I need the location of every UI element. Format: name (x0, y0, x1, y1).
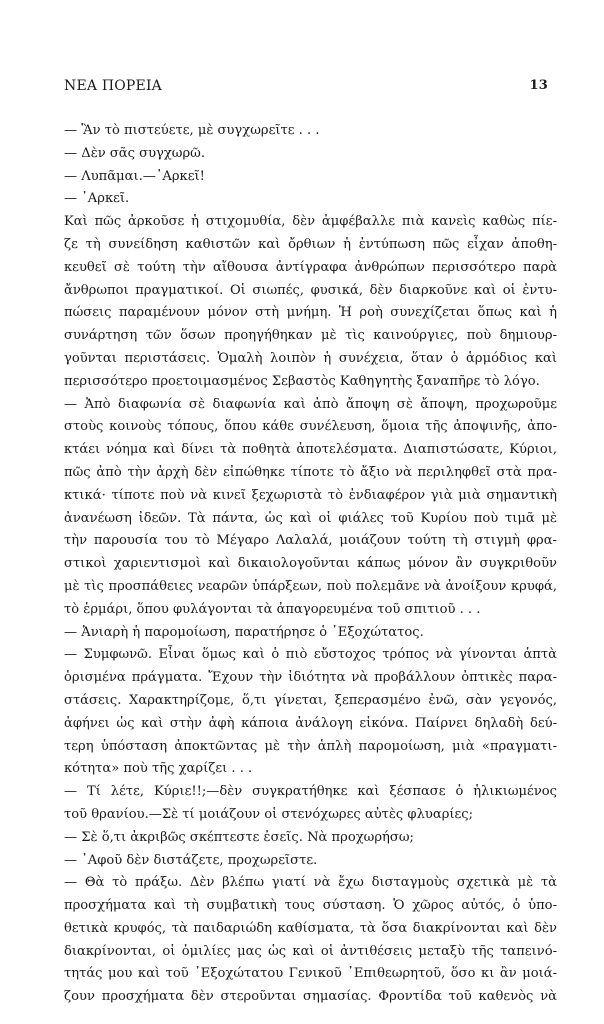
text-line: περισσότερο προετοιμασμένος Σεβαστὸς Καθηγητὴς ξαναπῆρε τὸ λόγο. (64, 373, 540, 389)
text-line: τὸ ἑρμάρι, ὅπου φυλάγονται τὰ ἀπαγορευμένα τοῦ σπιτιοῦ . . . (64, 601, 481, 617)
text-line: θετικὰ κρυφός, τὰ παιδαριώδη καθίσματα, τὰ ὅσα διακρίνονται καὶ δὲν (64, 920, 557, 936)
text-line: μὲ τὶς προσπάθειες νεαρῶν ὑπάρξεων, ποὺ πολεμᾶνε νὰ ἀνοίξουν κρυφά, (64, 578, 557, 594)
text-line: ἀνανέωση ἰδεῶν. Τὰ πάντα, ὡς καὶ οἱ φιάλες τοῦ Κυρίου ποὺ τιμᾶ μὲ (64, 510, 557, 526)
text-line: κτικά· τίποτε ποὺ νὰ κινεῖ ξεχωριστὰ τὸ ἐνδιαφέρον γιὰ μιὰ σημαντικὴ (64, 487, 557, 503)
text-line: κευθεῖ σὲ τούτη τὴν αἴθουσα ἀντίγραφα ἀνθρώπων περισσότερο παρὰ (64, 259, 557, 275)
text-line: προσχήματα καὶ τὴ συμβατικὴ τους σύσταση. Ὁ χῶρος αὐτός, ὁ ὑπο- (64, 898, 557, 914)
text-line: — Θὰ τὸ πράξω. Δὲν βλέπω γιατί νὰ ἔχω δισταγμοὺς σχετικὰ μὲ τὰ (64, 875, 557, 891)
text-line: τὴν παρουσία του τὸ Μέγαρο Λαλαλά, μοιάζουν τούτη τὴ στιγμὴ φρα- (64, 533, 557, 549)
text-line: τερη ὑπόσταση ἀποκτῶντας μὲ τὴν ἁπλὴ παρομοίωση, μιὰ «πραγματι- (64, 738, 557, 754)
page-number: 13 (529, 78, 548, 93)
text-line: πῶς ἀπὸ τὴν ἀρχὴ δὲν εἰπώθηκε τίποτε τὸ ἄξιο νὰ περιληφθεῖ στὰ πρα- (64, 464, 557, 480)
text-line: κότητα» ποὺ τῆς χαρίζει . . . (64, 761, 253, 777)
text-line: ὁρισμένα πράγματα. Ἔχουν τὴν ἰδιότητα νὰ προβάλλουν ὀπτικὲς παρα- (64, 670, 557, 686)
text-line: — Δὲν σᾶς συγχωρῶ. (64, 145, 206, 161)
body-text (64, 120, 557, 1009)
text-line: — Λυπᾶμαι.—᾿Αρκεῖ! (64, 168, 205, 184)
text-line: ζουν προσχήματα δὲν στεροῦνται σημασίας. Φροντίδα τοῦ καθενὸς νὰ (64, 989, 557, 1005)
text-line: — Τί λέτε, Κύριε!!;—δὲν συγκρατήθηκε καὶ ξέσπασε ὁ ἡλικιωμένος (64, 784, 557, 800)
text-line: — Συμφωνῶ. Εἶναι ὅμως καὶ ὁ πιὸ εὔστοχος τρόπος νὰ γίνονται ἁπτὰ (64, 647, 557, 663)
text-line: τητάς μου καὶ τοῦ ᾿Εξοχώτατου Γενικοῦ ᾿Επιθεωρητοῦ, ὅσο κι ἂν μοιά- (64, 966, 557, 982)
text-line: ζε τὴ συνείδηση καθιστῶν καὶ ὄρθιων ἡ ἐντύπωση πῶς εἶχαν ἀποθη- (64, 236, 557, 252)
text-line: γοῦνται περιστάσεις. Ὁμαλὴ λοιπὸν ἡ συνέχεια, ὅταν ὁ ἁρμόδιος καὶ (64, 350, 557, 366)
text-line: ἄνθρωποι πραγματικοί. Οἱ σιωπές, φυσικά, δὲν διαρκοῦνε καὶ οἱ ἐντυ- (64, 282, 557, 298)
text-line: — Σὲ ὅ,τι ἀκριβῶς σκέπτεστε ἐσεῖς. Νὰ προχωρήσω; (64, 829, 414, 845)
text-line: — Ἀνιαρὴ ἡ παρομοίωση, παρατήρησε ὁ ᾿Εξοχώτατος. (64, 624, 424, 640)
text-line: κτάει νόημα καὶ δίνει τὰ ποθητὰ ἀποτελέσματα. Διαπιστώσατε, Κύριοι, (64, 442, 557, 458)
text-line: — ᾿Αρκεῖ. (64, 191, 130, 207)
running-header (64, 78, 548, 98)
text-line: Καὶ πῶς ἀρκοῦσε ἡ στιχομυθία, δὲν ἀμφέβαλλε πιὰ κανεὶς καθὼς πίε- (64, 214, 557, 230)
text-line: πώσεις παραμένουν μόνον στὴ μνήμη. Ἡ ροὴ συνεχίζεται ὅπως καὶ ἡ (64, 305, 557, 321)
text-line: τοῦ θρανίου.—Σὲ τί μοιάζουν οἱ στενόχωρες αὐτὲς φλυαρίες; (64, 806, 474, 822)
text-line: διακρίνονται, οἱ ὁμιλίες μας ὡς καὶ οἱ ἀντιθέσεις μεταξὺ τῆς ταπεινό- (64, 943, 557, 959)
text-line: στάσεις. Χαρακτηρίζομε, ὅ,τι γίνεται, ξεπερασμένο ἐνῶ, σὰν γεγονός, (64, 692, 557, 708)
running-title: ΝΕΑ ΠΟΡΕΙΑ (64, 78, 162, 94)
text-line: — Ἀπὸ διαφωνία σὲ διαφωνία καὶ ἀπὸ ἄποψη σὲ ἄποψη, προχωροῦμε (64, 396, 557, 412)
text-line: ἀφήνει ὡς καὶ στὴν ἀφὴ κάποια ἀνάλογη εἰκόνα. Παίρνει δηλαδὴ δεύ- (64, 715, 557, 731)
text-line: στικοὶ χαριεντισμοὶ καὶ δικαιολογοῦνται κάπως μόνον ἂν συγκριθοῦν (64, 556, 557, 572)
text-line: — ᾿Αφοῦ δὲν διστάζετε, προχωρεῖστε. (64, 852, 318, 868)
text-line: στοὺς κοινοὺς τόπους, ὅπου κάθε συνέλευση, ὅμοια τῆς ἀποψινῆς, ἀπο- (64, 419, 557, 435)
text-line: — Ἂν τὸ πιστεύετε, μὲ συγχωρεῖτε . . . (64, 123, 320, 138)
text-line: συνάρτηση τῶν ὅσων προηγήθηκαν μὲ τὶς καινούργιες, ποὺ δημιουρ- (64, 328, 557, 344)
